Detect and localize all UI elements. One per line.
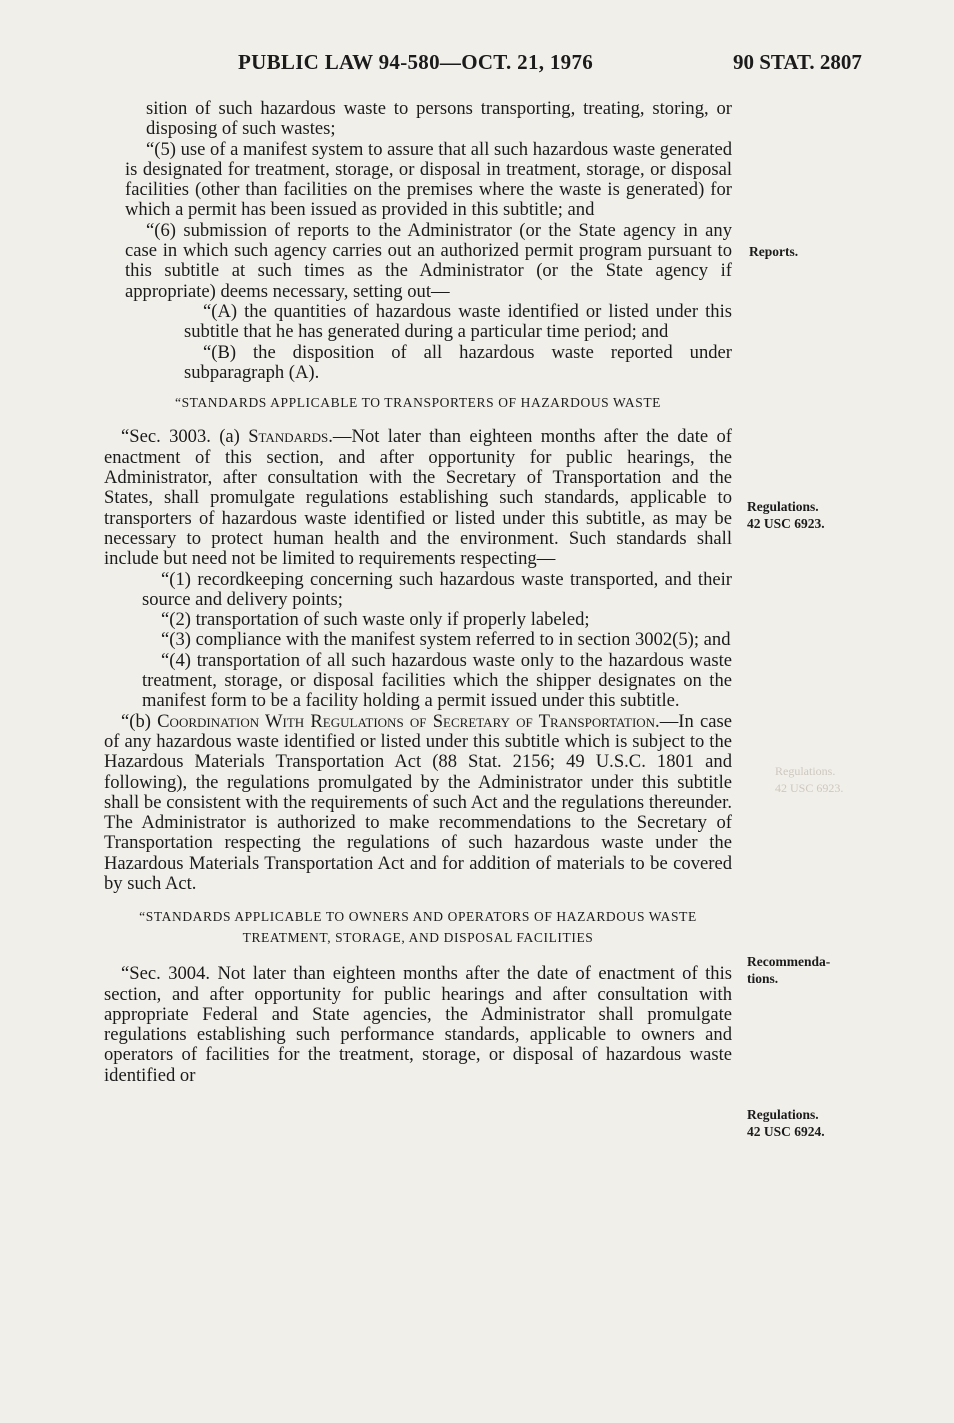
section-heading-3004: “STANDARDS APPLICABLE TO OWNERS AND OPERATORS OF HAZARDOUS WASTE TREATMENT, STORAGE, AND DISPOSAL FACILITIES [139, 909, 697, 946]
section-3003-a [104, 427, 732, 569]
margin-note-recommendations [747, 953, 830, 987]
section-3004 [104, 964, 732, 1086]
paragraph-continuation: sition of such hazardous waste to persons transporting, treating, storing, or disposing of such wastes; [146, 98, 732, 140]
paragraph-5: “(5) use of a manifest system to assure that all such hazardous waste generated is designated for treatment, storage, or disposal in treatment, storage, or disposal facilities (other than facilities on the premises where the waste is generated) for which a permit has been issued as provided in this subtitle; and [125, 138, 733, 221]
paragraph-6: “(6) submission of reports to the Administrator (or the State agency in any case in which such agency carries out an authorized permit program pursuant to this subtitle at such times as the Administrator (or the State agency if appropriate) deems necessary, setting out— [125, 219, 732, 302]
subparagraph-a: “(A) the quantities of hazardous waste identified or listed under this subtitle that he has generated during a particular time period; and [184, 300, 732, 343]
bleed-through-text [775, 763, 843, 797]
margin-note-regulations-label-2: Regulations. [747, 1107, 819, 1122]
statute-body [104, 99, 732, 1086]
list-item-2: “(2) transportation of such waste only if properly labeled; [161, 609, 590, 631]
margin-note-regulations-6923 [747, 498, 825, 532]
section-heading-3003: “STANDARDS APPLICABLE TO TRANSPORTERS OF HAZARDOUS WASTE [174, 395, 662, 411]
margin-note-usc-6924: 42 USC 6924. [747, 1124, 825, 1139]
list-item-3: “(3) compliance with the manifest system referred to in section 3002(5); and [161, 629, 731, 651]
page-header-title: PUBLIC LAW 94-580—OCT. 21, 1976 [238, 50, 594, 74]
section-3004-text: Not later than eighteen months after the date of enactment of this section, and after opportunity for public hearings and after consultation with appropriate Federal and State agencies, the Administrator shall promulgate regulations establishing such performance standards, applicable to owners and operators of facilities for the treatment, storage, or disposal of hazardous waste identified or [104, 963, 732, 1086]
section-3003-caption: Standards. [248, 426, 333, 448]
section-3004-label: “Sec. 3004. [121, 963, 218, 985]
page-header-stat: 90 STAT. 2807 [733, 50, 862, 74]
section-3003-b-text: —In case of any hazardous waste identified or listed under this subtitle which is subject to the Hazardous Materials Transportation Act (88 Stat. 2156; 49 U.S.C. 1801 and following), the regulations promulgated by the Administrator under this subtitle shall be consistent with the requirements of such Act and the regulations thereunder. The Administrator is authorized to make recommendations to the Secretary of Transportation respecting the regulations of such hazardous waste under the Hazardous Materials Transportation Act and for addition of materials to be covered by such Act. [104, 710, 732, 894]
section-3003-label: “Sec. 3003. (a) [121, 426, 249, 448]
bleed-through-line2: 42 USC 6923. [775, 781, 844, 795]
margin-note-recommendations-line1: Recommenda- [747, 954, 831, 969]
list-item-4: “(4) transportation of all such hazardous waste only to the hazardous waste treatment, storage, or disposal facilities which the shipper designates on the manifest form to be a facility holding a permit issued under this subtitle. [142, 649, 732, 712]
margin-note-usc-6923: 42 USC 6923. [747, 516, 825, 531]
section-3003-text: —Not later than eighteen months after the date of enactment of this section, and after opportunity for public hearings, the Administrator, after consultation with the Secretary of Transportation and the States, shall promulgate regulations establishing such standards, applicable to transporters of hazardous waste identified or listed under this subtitle, as may be necessary to protect human health and the environment. Such standards shall include but need not be limited to requirements respecting— [104, 426, 732, 570]
list-item-1: “(1) recordkeeping concerning such hazardous waste transported, and their source and delivery points; [142, 568, 732, 610]
section-3003-b-caption: Coordination With Regulations of Secretary of Transportation. [157, 710, 660, 732]
bleed-through-line1: Regulations. [775, 764, 836, 778]
margin-note-recommendations-line2: tions. [747, 971, 779, 986]
section-3003-b [104, 712, 732, 895]
margin-note-reports: Reports. [749, 244, 799, 259]
subparagraph-b: “(B) the disposition of all hazardous waste reported under subparagraph (A). [184, 341, 732, 383]
margin-note-regulations-6924 [747, 1106, 825, 1140]
margin-note-regulations-label: Regulations. [747, 499, 819, 514]
section-3003-b-label: “(b) [121, 710, 158, 732]
